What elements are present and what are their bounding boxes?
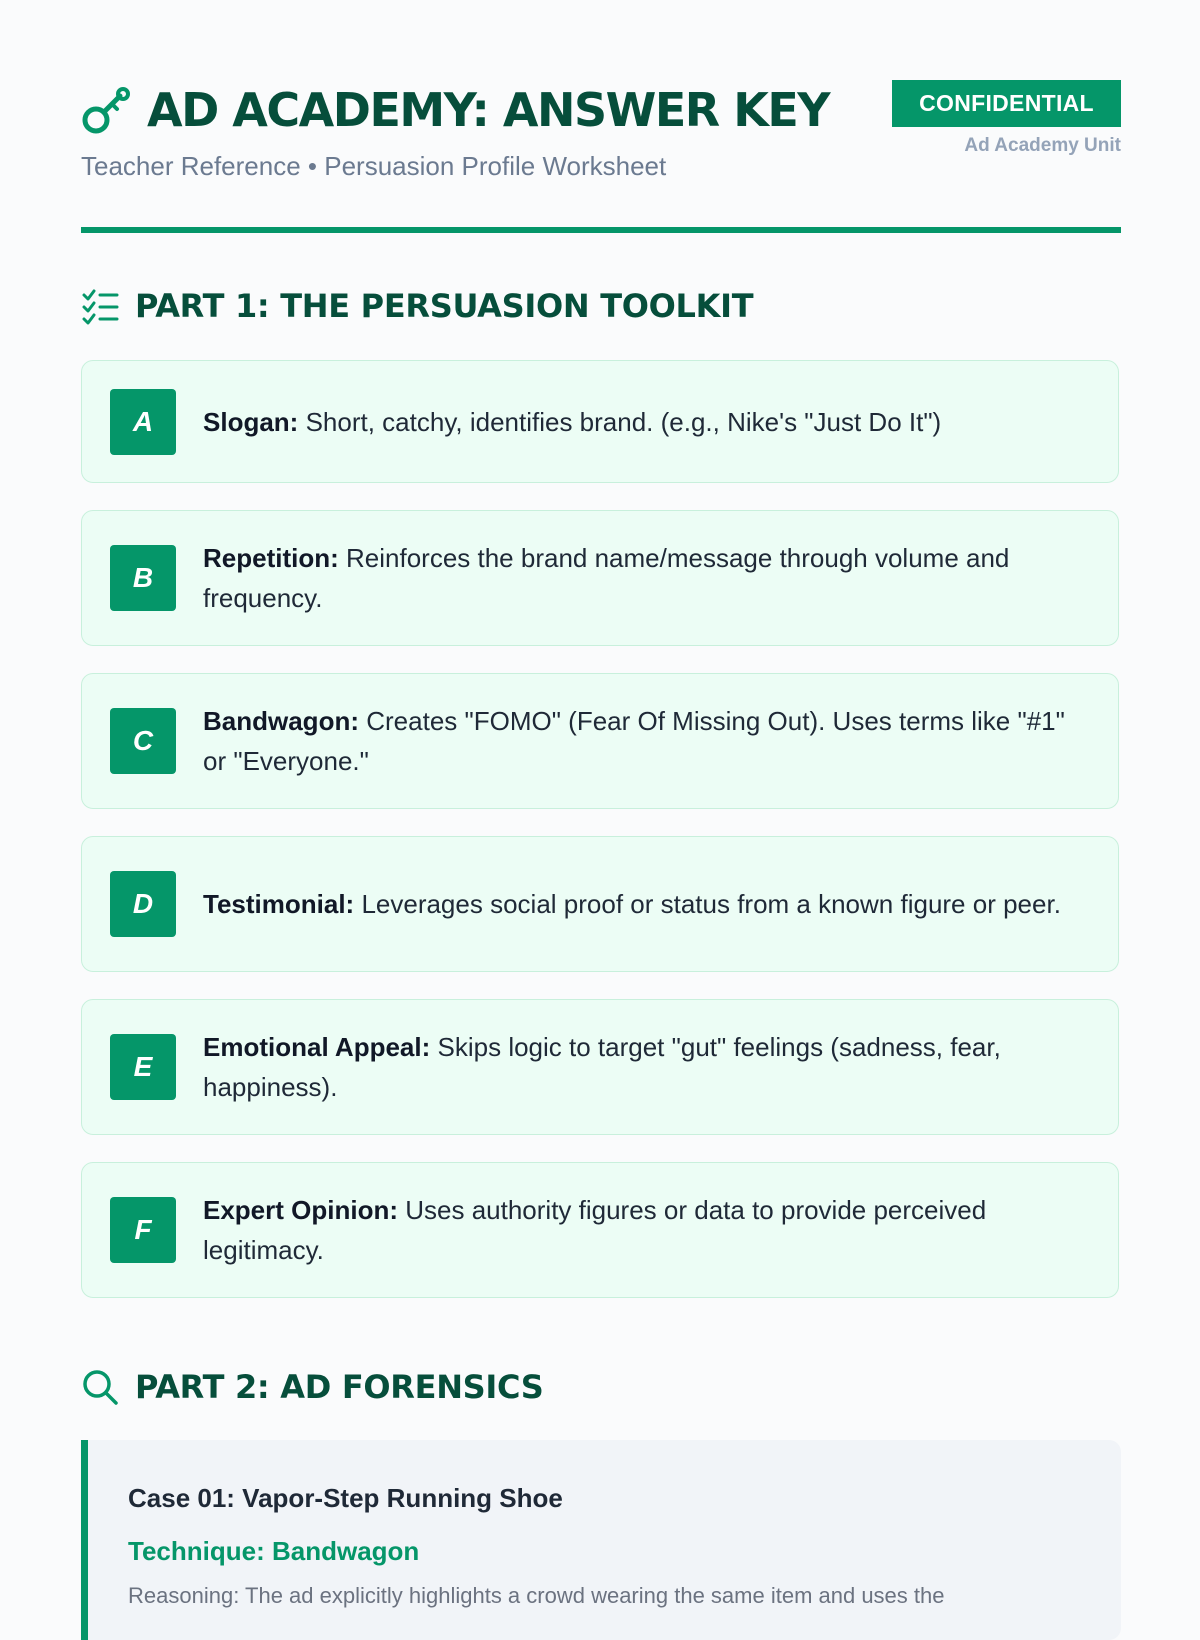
toolkit-term: Slogan: — [203, 406, 299, 437]
toolkit-description: Skips logic to target "gut" feelings (sadness, fear, happiness). — [203, 1032, 1001, 1102]
toolkit-description: Reinforces the brand name/message through volume and frequency. — [203, 543, 1010, 613]
checklist-icon — [81, 287, 119, 325]
toolkit-text — [203, 402, 1094, 442]
part2-heading — [81, 1368, 544, 1406]
toolkit-card-a — [81, 360, 1119, 483]
toolkit-card-f — [81, 1162, 1119, 1298]
letter-badge: F — [110, 1197, 176, 1263]
toolkit-term: Emotional Appeal: — [203, 1032, 431, 1062]
confidential-badge: CONFIDENTIAL — [892, 80, 1121, 127]
toolkit-card-d — [81, 836, 1119, 972]
page-title: AD ACADEMY: ANSWER KEY — [147, 83, 830, 137]
answer-key-page — [81, 0, 1121, 1608]
header-divider — [81, 227, 1121, 233]
toolkit-description: Leverages social proof or status from a known figure or peer. — [361, 889, 1061, 919]
toolkit-text — [203, 1190, 1094, 1270]
letter-badge: D — [110, 871, 176, 937]
letter-badge: E — [110, 1034, 176, 1100]
toolkit-text — [203, 538, 1094, 618]
case-technique: Technique: Bandwagon — [128, 1536, 420, 1566]
page-subtitle: Teacher Reference • Persuasion Profile Worksheet — [81, 151, 667, 181]
toolkit-description: Uses authority figures or data to provide perceived legitimacy. — [203, 1195, 987, 1265]
page-header — [81, 0, 1121, 236]
toolkit-text — [203, 1027, 1094, 1107]
part1-heading — [81, 287, 753, 325]
toolkit-text — [203, 884, 1094, 924]
toolkit-text — [203, 701, 1094, 781]
toolkit-term: Expert Opinion: — [203, 1195, 398, 1225]
letter-badge: B — [110, 545, 176, 611]
unit-label: Ad Academy Unit — [964, 135, 1121, 156]
title-row — [81, 84, 829, 136]
key-icon — [81, 85, 131, 135]
letter-badge: C — [110, 708, 176, 774]
part2-title: PART 2: AD FORENSICS — [135, 1368, 544, 1406]
letter-badge: A — [110, 389, 176, 455]
toolkit-description: Creates "FOMO" (Fear Of Missing Out). Uses terms like "#1" or "Everyone." — [203, 706, 1065, 776]
toolkit-term: Bandwagon: — [203, 706, 359, 736]
case-title: Case 01: Vapor-Step Running Shoe — [128, 1483, 563, 1513]
toolkit-term: Repetition: — [203, 543, 339, 573]
toolkit-card-c — [81, 673, 1119, 809]
search-icon — [81, 1368, 119, 1406]
toolkit-description: Short, catchy, identifies brand. (e.g., Nike's "Just Do It") — [305, 406, 942, 437]
toolkit-card-e — [81, 999, 1119, 1135]
part1-title: PART 1: THE PERSUASION TOOLKIT — [135, 287, 754, 325]
case-card — [81, 1440, 1121, 1640]
toolkit-card-b — [81, 510, 1119, 646]
toolkit-term: Testimonial: — [203, 889, 355, 919]
case-reasoning: Reasoning: The ad explicitly highlights a crowd wearing the same item and uses the — [128, 1583, 945, 1608]
